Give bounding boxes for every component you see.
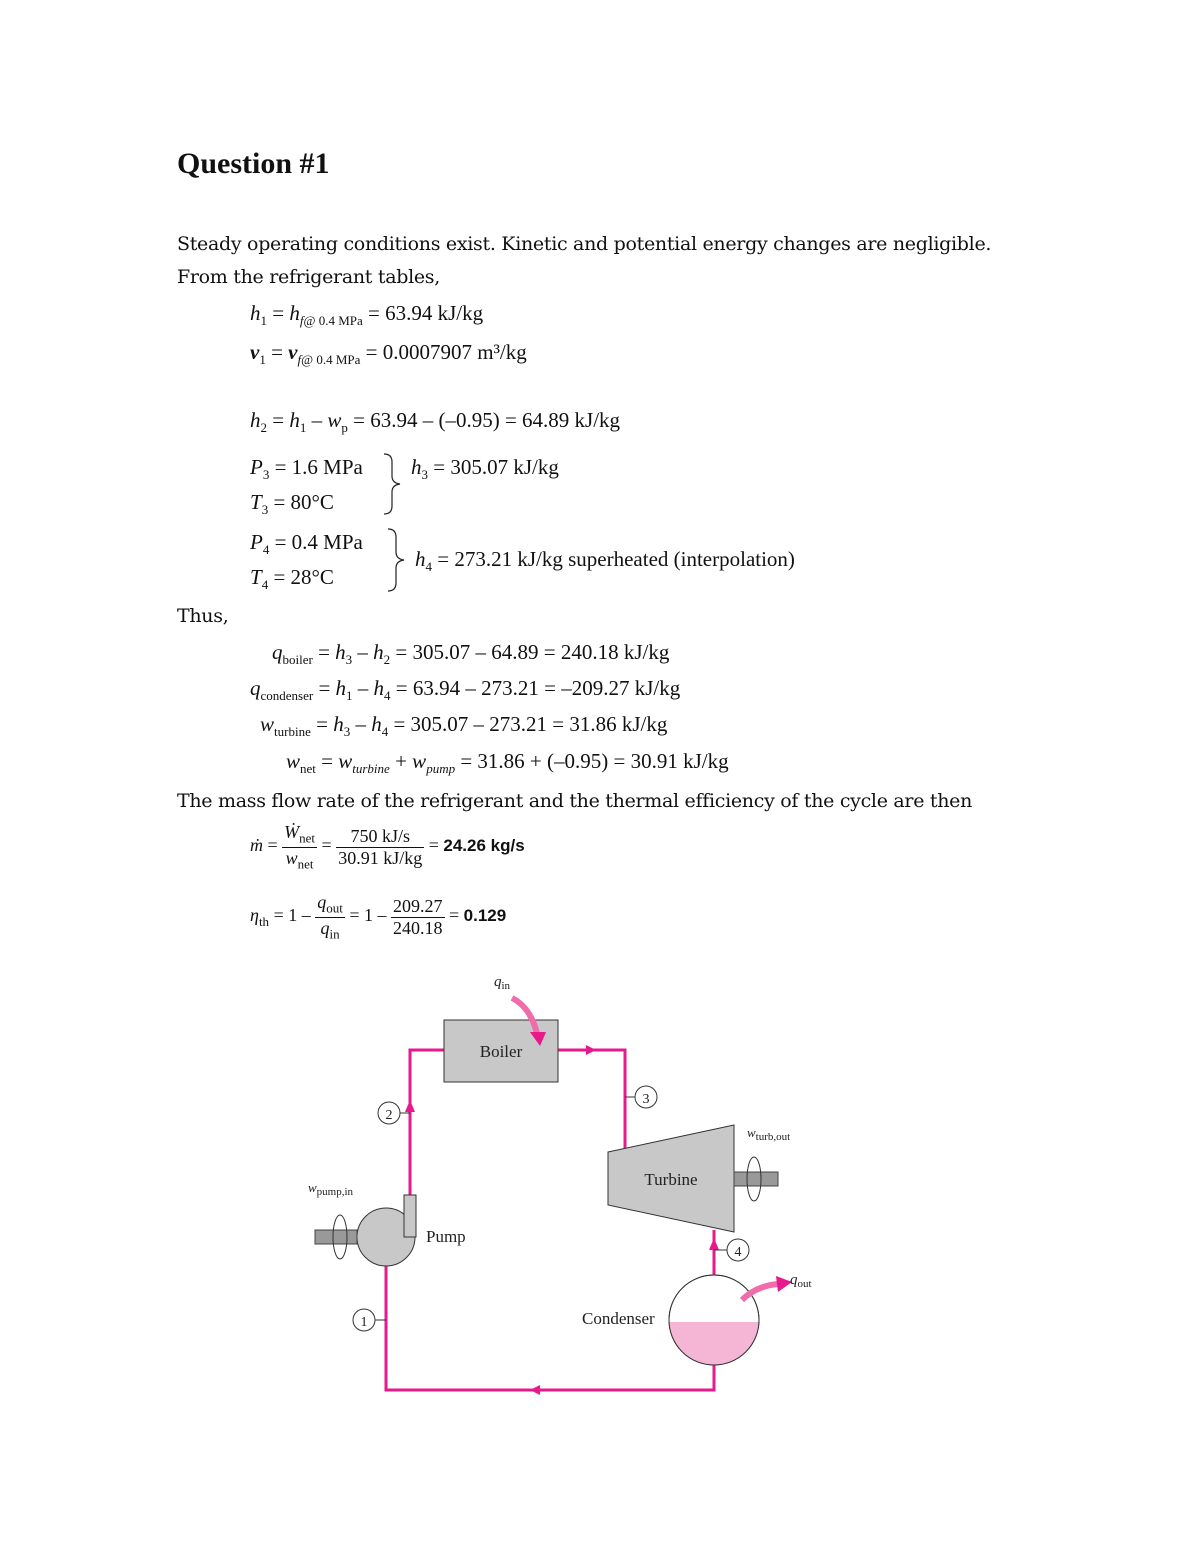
svg-text:2: 2 bbox=[385, 1108, 393, 1123]
mdot-numeric-fraction bbox=[336, 826, 424, 869]
condenser-label: Condenser bbox=[582, 1309, 655, 1328]
state-marker-2 bbox=[378, 1102, 410, 1124]
eta-numerator: 209.27 bbox=[393, 895, 443, 916]
eq-h4: $h_4 = 273.21$ kJ/kg superheated (interpolation) bbox=[415, 547, 795, 575]
w-turb-out-label: $w_{turb,out}$ bbox=[747, 1125, 791, 1143]
eq-h4-value: = 273.21 kJ/kg superheated (interpolation) bbox=[437, 547, 795, 571]
eta-numeric-fraction bbox=[391, 896, 445, 939]
eq-h1: $h_1 = h_{f@ 0.4 MPa} = 63.94$ kJ/kg bbox=[250, 301, 484, 329]
eq-w-turbine: $w_{turbine} = h_3 - h_4 = 305.07 - 273.21 = 31.86$ kJ/kg bbox=[260, 712, 668, 740]
eq-w-turbine-value: = 305.07 – 273.21 = 31.86 kJ/kg bbox=[393, 712, 668, 736]
turbine-label: Turbine bbox=[644, 1170, 698, 1189]
q-out-label: $q_{out}$ bbox=[790, 1272, 812, 1290]
q-in-label: $q_{in}$ bbox=[494, 974, 511, 992]
q-out-arrow bbox=[742, 1284, 778, 1300]
flow-arrow-4 bbox=[709, 1238, 719, 1250]
eta-symbolic-fraction: $\frac{q_{out}}{q_{in}}$ bbox=[317, 892, 343, 942]
eq-t4: $T_4 = 28^\circ C$ bbox=[250, 565, 334, 593]
rankine-cycle-diagram bbox=[0, 960, 1200, 1420]
mdot-symbolic-fraction: $\frac{Ẇ_{net}}{w_{net}}$ bbox=[284, 822, 316, 872]
eq-q-condenser-value: = 63.94 – 273.21 = –209.27 kJ/kg bbox=[395, 676, 681, 700]
flow-arrow-3 bbox=[586, 1045, 596, 1055]
eq-v1-value: = 0.0007907 m³/kg bbox=[365, 340, 527, 364]
state-marker-1 bbox=[353, 1309, 386, 1331]
eq-v1: $v_1 = v_{f@ 0.4 MPa} = 0.0007907$ m³/kg bbox=[250, 340, 527, 368]
eq-h2-value: = 63.94 – (–0.95) = 64.89 kJ/kg bbox=[353, 408, 621, 432]
thus-label: Thus, bbox=[177, 605, 229, 627]
turbine-shaft bbox=[734, 1172, 778, 1186]
pipe-loop bbox=[386, 1050, 714, 1390]
eq-t3: $T_3 = 80^\circ C$ bbox=[250, 490, 334, 518]
state-marker-4 bbox=[714, 1239, 749, 1261]
brace-state3 bbox=[380, 452, 406, 516]
eta-result: 0.129 bbox=[463, 906, 507, 926]
eq-t4-value: = 28°C bbox=[273, 565, 334, 589]
pump-outlet bbox=[404, 1195, 416, 1237]
eq-p3: $P_3 = 1.6$ MPa bbox=[250, 455, 363, 483]
pump-shaft bbox=[315, 1230, 357, 1244]
boiler-label: Boiler bbox=[479, 1042, 523, 1061]
svg-text:3: 3 bbox=[642, 1092, 650, 1107]
eq-w-net: $w_{net} = w_{turbine} + w_{pump} = 31.86 + (-0.95) = 30.91$ kJ/kg bbox=[286, 749, 729, 777]
eq-q-boiler-value: = 305.07 – 64.89 = 240.18 kJ/kg bbox=[395, 640, 670, 664]
eq-h3-value: = 305.07 kJ/kg bbox=[433, 455, 559, 479]
pump-label: Pump bbox=[426, 1227, 466, 1246]
eq-h2: $h_2 = h_1 - w_p = 63.94 - (-0.95) = 64.89$ kJ/kg bbox=[250, 408, 621, 436]
intro-line-1: Steady operating conditions exist. Kinetic and potential energy changes are negligible. bbox=[177, 233, 992, 255]
eq-t3-value: = 80°C bbox=[273, 490, 334, 514]
eq-h3: $h_3 = 305.07$ kJ/kg bbox=[411, 455, 559, 483]
page-title: Question #1 bbox=[177, 147, 330, 180]
brace-state4 bbox=[384, 527, 410, 593]
svg-text:1: 1 bbox=[360, 1315, 368, 1330]
eta-denominator: 240.18 bbox=[393, 917, 443, 938]
mdot-numerator: 750 kJ/s bbox=[336, 826, 424, 848]
state-marker-3 bbox=[625, 1086, 657, 1108]
flow-arrow-2 bbox=[405, 1100, 415, 1112]
eq-q-condenser: $q_{condenser} = h_1 - h_4 = 63.94 - 273.21 = -209.27$ kJ/kg bbox=[250, 676, 681, 704]
svg-text:4: 4 bbox=[734, 1245, 742, 1260]
mdot-denominator: 30.91 kJ/kg bbox=[338, 847, 423, 868]
eq-q-boiler: $q_{boiler} = h_3 - h_2 = 305.07 - 64.89 = 240.18$ kJ/kg bbox=[272, 640, 670, 668]
eq-eta: $\eta_{th} = 1$ – $\frac{q_{out}}{q_{in}}$ = 1 – $\frac{209.27}{240.18}$ = 0.129 bbox=[250, 892, 507, 942]
eq-p3-value: = 1.6 MPa bbox=[274, 455, 363, 479]
flow-arrow-1 bbox=[530, 1385, 540, 1395]
mdot-result: 24.26 kg/s bbox=[443, 836, 525, 856]
eq-h1-value: = 63.94 kJ/kg bbox=[368, 301, 484, 325]
eq-mdot: ṁ = $\frac{Ẇ_{net}}{w_{net}}$ = $\frac{750 kJ/s}{30.91 kJ/kg}$ = 24.26 kg/s bbox=[250, 822, 525, 872]
mass-flow-intro: The mass flow rate of the refrigerant and the thermal efficiency of the cycle are then bbox=[177, 790, 973, 812]
eq-w-net-value: = 31.86 + (–0.95) = 30.91 kJ/kg bbox=[460, 749, 729, 773]
eq-p4-value: = 0.4 MPa bbox=[274, 530, 363, 554]
intro-line-2: From the refrigerant tables, bbox=[177, 266, 440, 288]
w-pump-in-label: $w_{pump,in}$ bbox=[308, 1180, 354, 1198]
eq-p4: $P_4 = 0.4$ MPa bbox=[250, 530, 363, 558]
